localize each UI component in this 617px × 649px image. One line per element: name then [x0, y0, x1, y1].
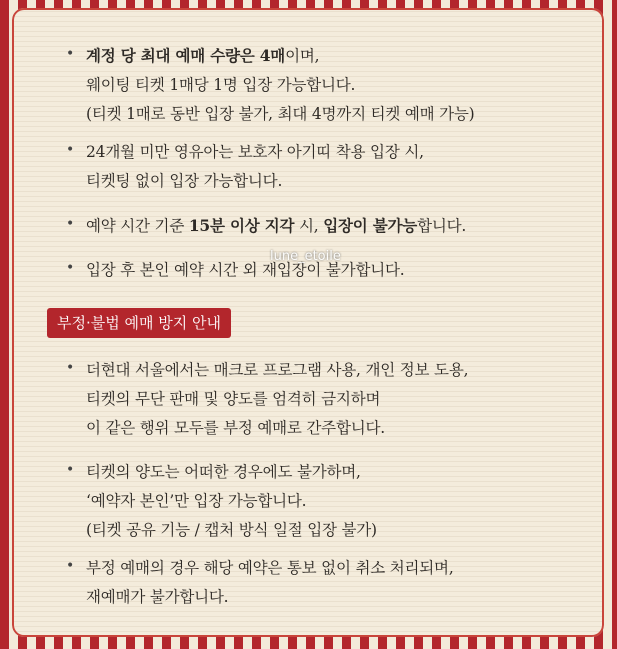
list-item-line [86, 140, 424, 162]
list-item-line [86, 518, 377, 540]
body-text: ‘예약자 본인’만 입장 가능합니다. [86, 492, 307, 510]
list-item-line [86, 258, 405, 280]
body-text: 24개월 미만 영유아는 보호자 아기띠 착용 입장 시, [86, 143, 424, 161]
body-text: 이며, [285, 47, 320, 65]
body-text: 티켓의 양도는 어떠한 경우에도 불가하며, [86, 463, 361, 481]
list-item-line [86, 169, 282, 191]
section-title-badge: 부정·불법 예매 방지 안내 [47, 308, 231, 338]
body-text: 부정 예매의 경우 해당 예약은 통보 없이 취소 처리되며, [86, 559, 454, 577]
list-item-line [86, 556, 454, 578]
body-text: 티켓의 무단 판매 및 양도를 엄격히 금지하며 [86, 390, 381, 408]
body-text: (티켓 공유 기능 / 캡처 방식 일절 입장 불가) [86, 521, 377, 539]
body-text: 합니다. [417, 217, 467, 235]
bullet-icon: • [66, 462, 75, 478]
emphasis-text: 입장이 불가능 [323, 216, 418, 235]
list-item-line [86, 416, 385, 438]
emphasis-text: 15분 이상 지각 [188, 216, 295, 235]
bullet-icon: • [66, 216, 75, 232]
list-item-line [86, 387, 380, 409]
list-item-line [86, 489, 306, 511]
emphasis-text: 계정 당 최대 예매 수량은 4매 [86, 46, 286, 65]
body-text: 재예매가 불가합니다. [86, 588, 229, 606]
bullet-icon: • [66, 360, 75, 376]
list-item-line [86, 585, 228, 607]
bullet-icon: • [66, 46, 75, 62]
bullet-icon: • [66, 260, 75, 276]
list-item-line [86, 102, 475, 124]
bullet-icon: • [66, 558, 75, 574]
body-text: (티켓 1매로 동반 입장 불가, 최대 4명까지 티켓 예매 가능) [86, 105, 475, 123]
body-text: 이 같은 행위 모두를 부정 예매로 간주합니다. [86, 419, 386, 437]
body-text: 더현대 서울에서는 매크로 프로그램 사용, 개인 정보 도용, [86, 361, 469, 379]
list-item-line [86, 73, 355, 95]
watermark: lune_etoile [270, 249, 341, 264]
list-item-line [86, 358, 468, 380]
list-item-line [86, 44, 319, 66]
body-text: 입장 후 본인 예약 시간 외 재입장이 불가합니다. [86, 261, 405, 279]
notice-paper [12, 8, 604, 637]
body-text: 예약 시간 기준 [86, 217, 189, 235]
body-text: 웨이팅 티켓 1매당 1명 입장 가능합니다. [86, 76, 356, 94]
body-text: 시, [294, 217, 324, 235]
body-text: 티켓팅 없이 입장 가능합니다. [86, 172, 283, 190]
list-item-line [86, 214, 466, 236]
list-item-line [86, 460, 361, 482]
bullet-icon: • [66, 142, 75, 158]
